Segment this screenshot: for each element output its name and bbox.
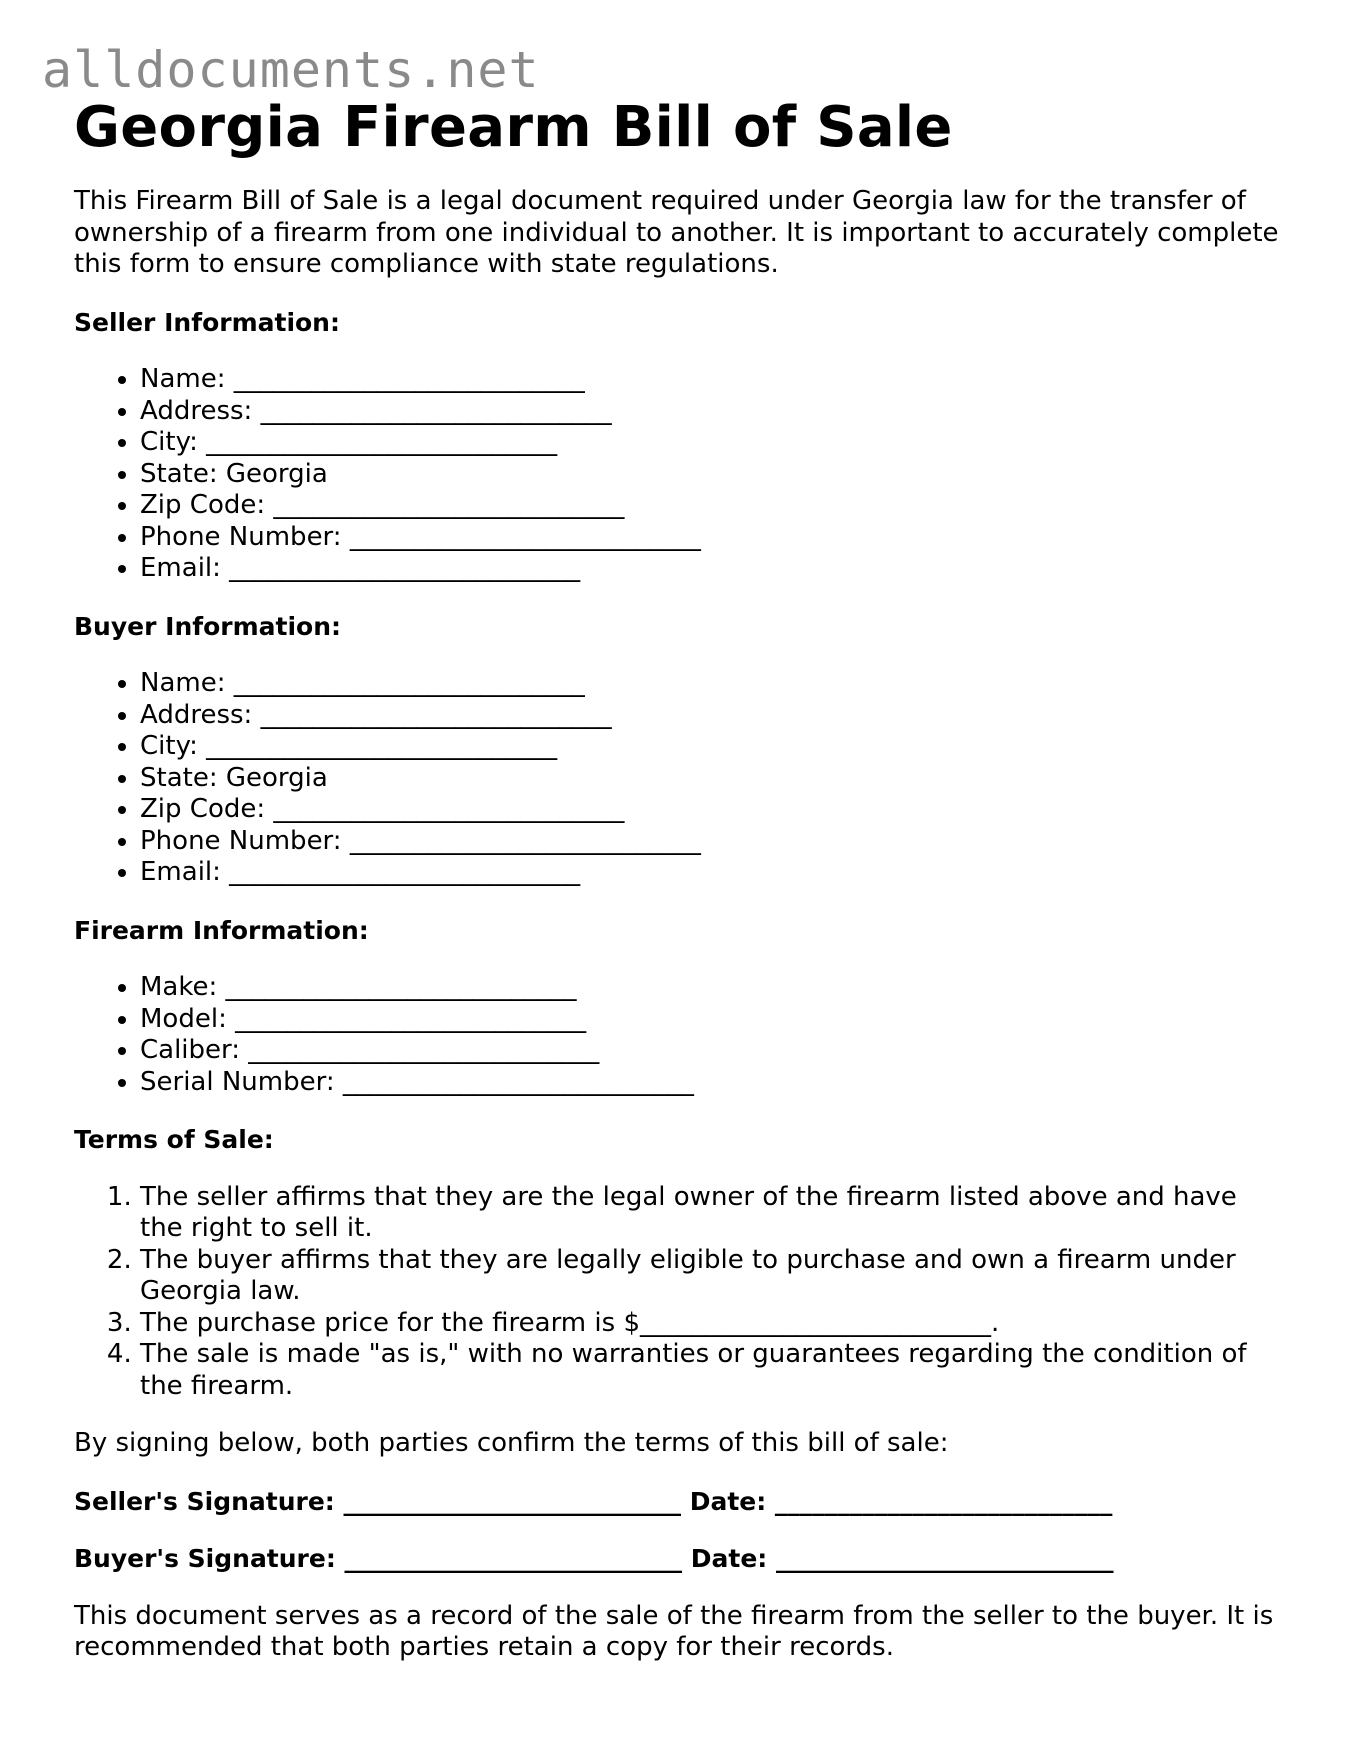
firearm-heading: Firearm Information: [74,915,369,945]
buyer-signature-line: Buyer's Signature: ___________________________ Date: ___________________________ [74,1544,1114,1573]
term-item: 3. The purchase price for the firearm is $___________________________. [140,1308,1284,1340]
watermark: alldocuments.net [42,41,540,99]
buyer-state-field: • State: Georgia [140,763,1284,795]
seller-heading: Seller Information: [74,307,340,337]
seller-state-field: • State: Georgia [140,459,1284,491]
intro-paragraph: This Firearm Bill of Sale is a legal document required under Georgia law for the transfer of ownership of a firearm from one individual to another. It is important to accurately complete this form to ensure compliance with state regulations. [74,186,1279,279]
firearm-make-field: • Make: ___________________________ [140,972,1284,1004]
firearm-serial-field: • Serial Number: ___________________________ [140,1067,1284,1099]
buyer-heading: Buyer Information: [74,611,342,641]
firearm-model-field: • Model: ___________________________ [140,1004,1284,1036]
buyer-fields-list [74,668,1284,889]
buyer-email-field: • Email: ___________________________ [140,857,1284,889]
buyer-city-field: • City: ___________________________ [140,731,1284,763]
firearm-fields-list [74,972,1284,1098]
buyer-zip-field: • Zip Code: ___________________________ [140,794,1284,826]
buyer-name-field: • Name: ___________________________ [140,668,1284,700]
seller-fields-list [74,364,1284,585]
term-item: 4. The sale is made "as is," with no warranties or guarantees regarding the condition of the firearm. [140,1339,1284,1402]
seller-signature-line: Seller's Signature: ___________________________ Date: ___________________________ [74,1486,1113,1516]
term-item: 2. The buyer affirms that they are legally eligible to purchase and own a firearm under Georgia law. [140,1245,1284,1308]
seller-zip-field: • Zip Code: ___________________________ [140,490,1284,522]
buyer-address-field: • Address: ___________________________ [140,700,1284,732]
seller-name-field: • Name: ___________________________ [140,364,1284,396]
page-title: Georgia Firearm Bill of Sale [74,95,953,160]
seller-email-field: • Email: ___________________________ [140,553,1284,585]
seller-phone-field: • Phone Number: ___________________________ [140,522,1284,554]
firearm-caliber-field: • Caliber: ___________________________ [140,1035,1284,1067]
seller-address-field: • Address: ___________________________ [140,396,1284,428]
closing-paragraph: This document serves as a record of the sale of the firearm from the seller to the buyer. It is recommended that both parties retain a copy for their records. [74,1600,1274,1662]
terms-heading: Terms of Sale: [74,1125,274,1154]
document-page [74,92,1284,1664]
terms-list [74,1182,1284,1403]
term-item: 1. The seller affirms that they are the legal owner of the firearm listed above and have the right to sell it. [140,1182,1284,1245]
seller-city-field: • City: ___________________________ [140,427,1284,459]
confirm-statement: By signing below, both parties confirm the terms of this bill of sale: [74,1428,949,1458]
buyer-phone-field: • Phone Number: ___________________________ [140,826,1284,858]
